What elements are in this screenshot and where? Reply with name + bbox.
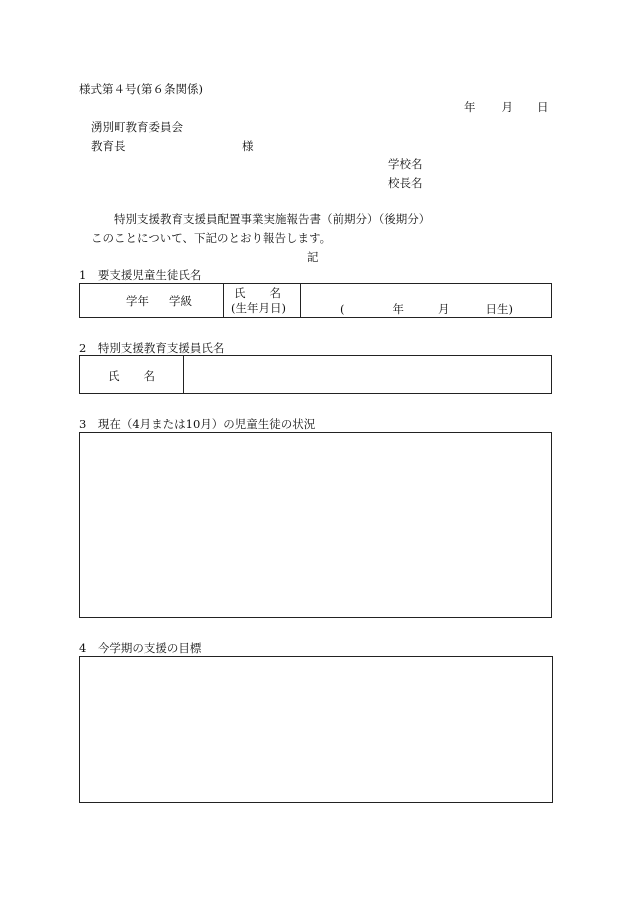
birth-year-label: 年 [392, 302, 404, 316]
recipient-title: 教育長 [91, 139, 126, 153]
birthdate-label: (生年月日) [231, 301, 286, 315]
principal-name-label: 校長名 [388, 176, 423, 190]
section4-heading: 4 今学期の支援の目標 [79, 641, 202, 655]
table-divider [300, 284, 301, 317]
student-info-table [79, 283, 552, 318]
recipient-org: 湧別町教育委員会 [91, 120, 183, 134]
intro-text: このことについて、下記のとおり報告します。 [91, 231, 332, 245]
name-label-cell [234, 286, 281, 300]
report-title: 特別支援教育支援員配置事業実施報告書（前期分）（後期分） [114, 212, 431, 226]
date-month-label: 月 [501, 100, 513, 114]
aide-name-label [108, 369, 155, 383]
school-name-label: 学校名 [388, 157, 423, 171]
current-status-box[interactable] [79, 432, 552, 618]
grade-label: 学年 [126, 294, 149, 308]
aide-name-table [79, 355, 552, 394]
aide-name-label-2: 名 [143, 369, 155, 383]
grade-class-cell [126, 294, 192, 308]
table-divider [223, 284, 224, 317]
section1-heading: 1 要支援児童生徒氏名 [79, 268, 202, 282]
birth-open: ( [340, 302, 345, 316]
birthdate-field[interactable] [340, 302, 513, 316]
date-year-label: 年 [464, 100, 476, 114]
birth-day-label: 日生) [485, 302, 513, 316]
name-label-1: 氏 [234, 286, 246, 300]
recipient-honorific: 様 [242, 139, 254, 153]
form-number: 様式第４号(第６条関係) [79, 82, 203, 96]
date-line [464, 100, 549, 114]
aide-name-label-1: 氏 [108, 369, 120, 383]
ki-marker: 記 [307, 250, 319, 264]
name-label-2: 名 [269, 286, 281, 300]
section3-heading: 3 現在（4月または10月）の児童生徒の状況 [79, 417, 316, 431]
section2-heading: 2 特別支援教育支援員氏名 [79, 341, 225, 355]
table-divider [183, 356, 184, 393]
birth-month-label: 月 [438, 302, 450, 316]
date-day-label: 日 [537, 100, 549, 114]
support-goal-box[interactable] [79, 656, 553, 803]
class-label: 学級 [169, 294, 192, 308]
